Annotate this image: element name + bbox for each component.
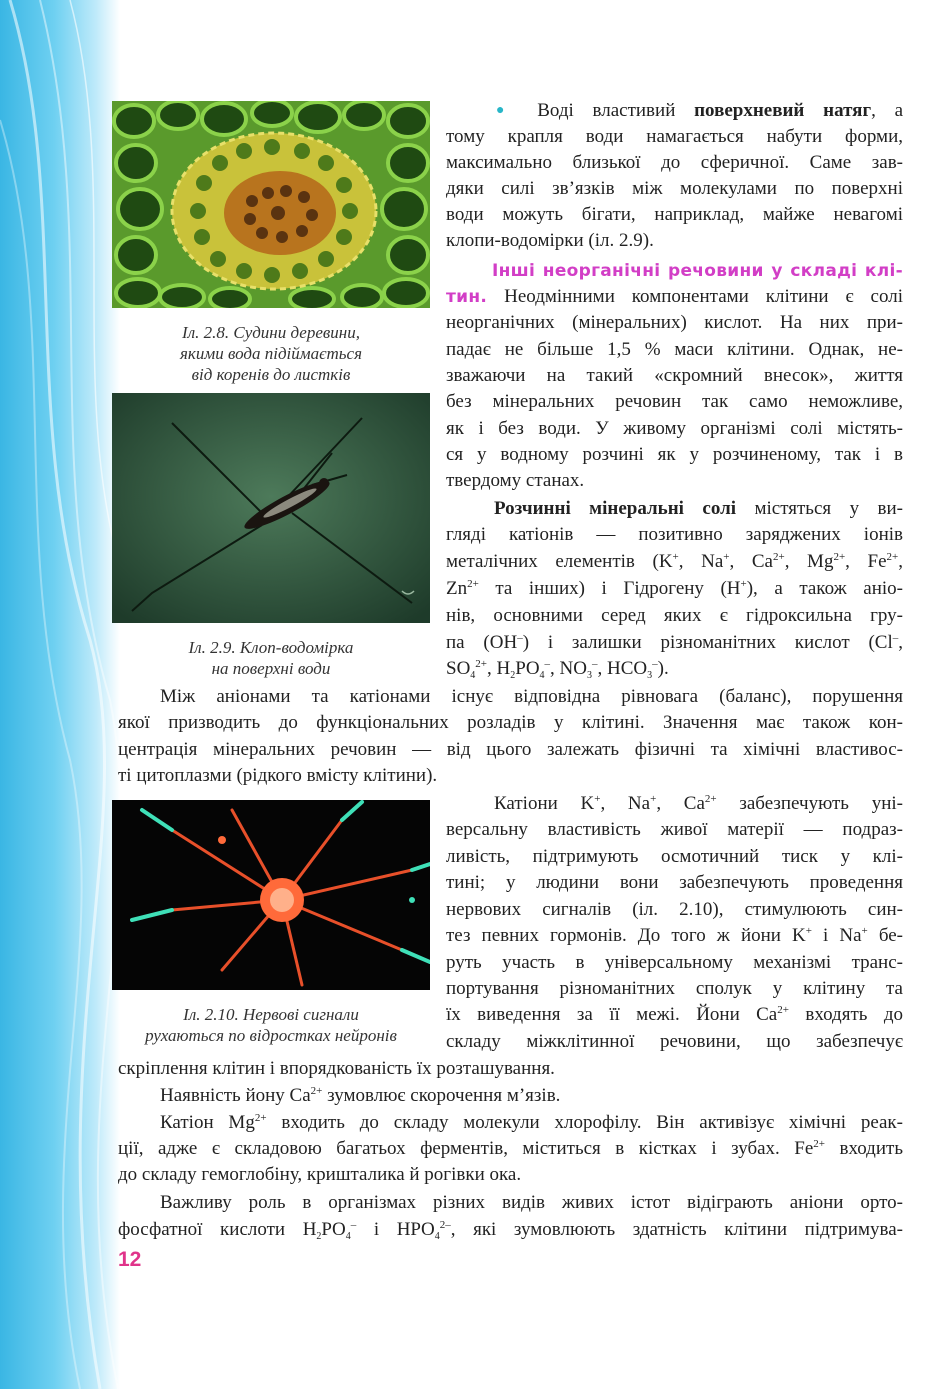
text-line: портування різноманітних сполук у клітину та: [446, 978, 903, 999]
text-line: ції, адже є складовою багатьох ферментів, міститься в кістках і зубах. $Fe^{2+}$ входить: [118, 1138, 903, 1159]
decorative-side-band: [0, 0, 120, 1389]
text-line: падає не більше 1,5 % маси клітини. Однак, не-: [446, 339, 903, 360]
text-line: клопи-водомірки (іл. 2.9).: [446, 230, 654, 251]
text-line: дяки силі зв’язків між молекулами по поверхні: [446, 178, 903, 199]
text-line: твердому станах.: [446, 470, 585, 491]
text-line: тині; у людини вони забезпечують проведення: [446, 872, 903, 893]
text-line: $Zn^{2+}$ та інших) і Гідрогену (H+), а також аніо-: [446, 578, 903, 599]
caption-line: Іл. 2.10. Нервові сигнали: [183, 1005, 359, 1024]
text-line: до складу гемоглобіну, кришталика й рогівки ока.: [118, 1164, 522, 1185]
text-line: без мінеральних речовин так само неможливе,: [446, 391, 903, 412]
text-line: центрація мінеральних речовин — від цього залежать фізичні та хімічні властивос-: [118, 739, 903, 760]
text-line: їх виведення за її межі. Йони $Ca^{2+}$ входять до: [446, 1004, 903, 1025]
page-number: 12: [118, 1248, 142, 1271]
text-line: зважаючи на такий «скромний внесок», життя: [446, 365, 903, 386]
caption-line: Іл. 2.9. Клоп-водомірка: [188, 638, 354, 657]
text-line: ся у водному розчині як у розчиненому, так і в: [446, 444, 903, 465]
text-line: води можуть бігати, наприклад, майже невагомі: [446, 204, 903, 225]
text-line: тез певних гормонів. До того ж йони K+ і Na+ бе-: [446, 925, 903, 946]
text-line: нів, основними серед яких є гідроксильна гру-: [446, 605, 903, 626]
bullet-icon: ●: [496, 103, 519, 118]
text-line: ● Воді властивий поверхневий натяг, а: [496, 100, 904, 121]
text-line: неорганічних (мінеральних) кислот. На них при-: [446, 312, 903, 333]
text-line: максимально близької до сферичної. Саме зав-: [446, 152, 903, 173]
text-line: складу міжклітинної речовини, що забезпечує: [446, 1031, 903, 1052]
text-line: тин. Неодмінними компонентами клітини є солі: [446, 286, 903, 307]
text-line: Катіони K+, Na+, $Ca^{2+}$ забезпечують уні-: [494, 793, 903, 814]
caption-fig-2-8: [112, 322, 430, 385]
text-line: Розчинні мінеральні солі містяться у ви-: [494, 498, 903, 519]
text-line: скріплення клітин і впорядкованість їх розташування.: [118, 1058, 555, 1079]
text-line: гляді катіонів — позитивно заряджених іонів: [446, 524, 903, 545]
text-line: версальну властивість живої матерії — подраз-: [446, 819, 903, 840]
caption-line: якими вода підіймається: [179, 344, 362, 363]
text-line: фосфатної кислоти $H_2PO_4^-$ і $HPO_4^{2-}$, які зумовлюють здатність клітини підтримува-: [118, 1219, 903, 1242]
text-line: як і без води. У живому організмі солі містять-: [446, 418, 903, 439]
text-line: Між аніонами та катіонами існує відповідна рівновага (баланс), порушення: [160, 686, 903, 707]
text-line: Наявність йону $Ca^{2+}$ зумовлює скорочення м’язів.: [160, 1085, 561, 1106]
caption-line: Іл. 2.8. Судини деревини,: [182, 323, 360, 342]
text-line: тому крапля води намагається набути форми,: [446, 126, 903, 147]
text-line: руть участь в універсальному механізмі транс-: [446, 952, 903, 973]
text-line: Катіон $Mg^{2+}$ входить до складу молекули хлорофілу. Він активізує хімічні реак-: [160, 1112, 903, 1133]
caption-fig-2-10: [108, 1004, 434, 1046]
caption-line: на поверхні води: [211, 659, 331, 678]
caption-fig-2-9: [112, 637, 430, 679]
figure-neurons: [112, 800, 430, 990]
caption-line: рухаються по відростках нейронів: [145, 1026, 397, 1045]
figure-water-strider: [112, 393, 430, 623]
text-line: ливість, підтримують осмотичний тиск у клі-: [446, 846, 903, 867]
text-line: нервових сигналів (іл. 2.10), стимулюють син-: [446, 899, 903, 920]
figure-wood-vessels: [112, 101, 430, 308]
text-line: Важливу роль в організмах різних видів живих істот відіграють аніони орто-: [160, 1192, 903, 1213]
text-line: ті цитоплазми (рідкого вмісту клітини).: [118, 765, 438, 786]
text-line: $SO_4^{2+}$, $H_2PO_4^-$, $NO_3^-$, $HCO_3^-$).: [446, 658, 669, 681]
text-line: якої призводить до функціональних розладів у клітині. Значення має також кон-: [118, 712, 903, 733]
section-heading: Інші неорганічні речовини у складі клі-: [492, 261, 903, 281]
text-line: металічних елементів (K+, Na+, $Ca^{2+}$, $Mg^{2+}$, $Fe^{2+}$,: [446, 551, 903, 572]
caption-line: від коренів до листків: [191, 365, 351, 384]
text-line: па (OH–) і залишки різноманітних кислот (Cl–,: [446, 632, 903, 653]
